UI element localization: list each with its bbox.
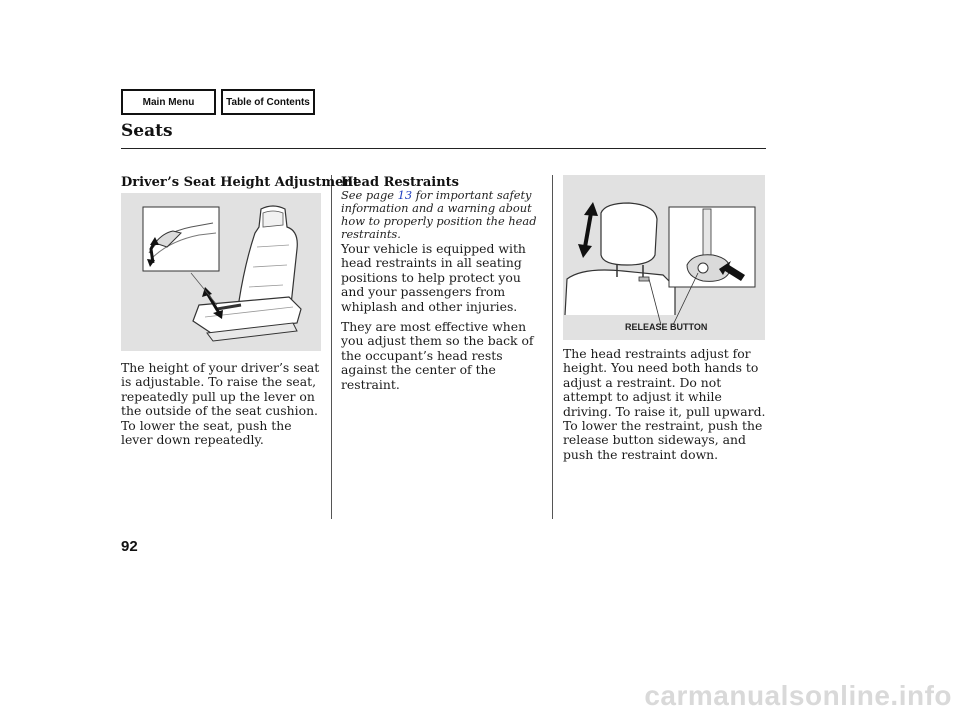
head-restraints-heading: Head Restraints — [341, 175, 459, 190]
head-restraint-figure — [563, 175, 765, 340]
column-divider-left — [331, 175, 332, 519]
header-divider — [121, 148, 766, 149]
release-button-label: RELEASE BUTTON — [625, 322, 708, 332]
safety-note-suffix: for important safety information and a warning about how to properly position the head restraints. — [341, 188, 537, 241]
table-of-contents-button[interactable]: Table of Contents — [221, 89, 315, 115]
seat-height-figure — [121, 193, 321, 351]
section-title: Seats — [121, 121, 173, 141]
watermark: carmanualsonline.info — [644, 680, 952, 711]
page-number: 92 — [121, 538, 138, 555]
safety-note — [341, 189, 551, 241]
head-restraints-effective: They are most effective when you adjust them so the back of the occupant’s head rests against the center of the restraint. — [341, 319, 534, 392]
safety-note-prefix: See page — [341, 188, 398, 202]
main-menu-button[interactable]: Main Menu — [121, 89, 216, 115]
head-restraints-intro: Your vehicle is equipped with head restraints in all seating positions to help protect you and your passengers from whiplash and other injuries. — [341, 241, 526, 314]
seat-height-text: The height of your driver’s seat is adjustable. To raise the seat, repeatedly pull up the lever on the outside of the seat cushion. To lower the seat, push the lever down repeatedly. — [121, 360, 320, 448]
page-13-link[interactable]: 13 — [397, 188, 413, 202]
head-restraint-illustration — [563, 175, 765, 340]
seat-illustration — [121, 193, 321, 351]
column-divider-right — [552, 175, 553, 519]
seat-height-heading: Driver’s Seat Height Adjustment — [121, 175, 359, 190]
head-restraints-adjust-text: The head restraints adjust for height. You need both hands to adjust a restraint. Do not attempt to adjust it while driving. To raise it, pull upward. To lower the restraint, push the release button sideways, and push the restraint down. — [563, 346, 766, 462]
